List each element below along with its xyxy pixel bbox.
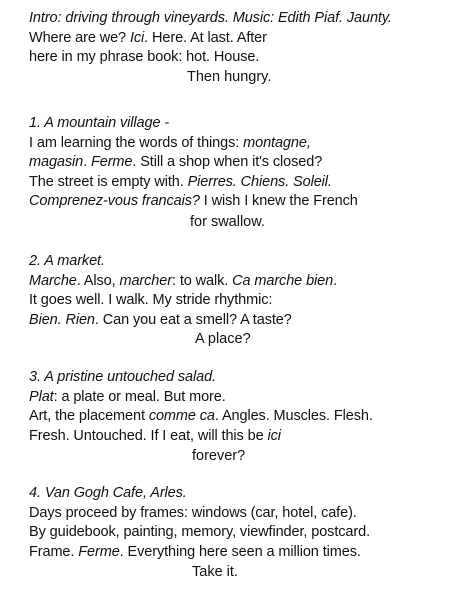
stanza-intro — [29, 9, 449, 87]
poem-line — [29, 311, 449, 331]
text-segment: Art, the placement — [29, 408, 149, 424]
text-segment: . Also, — [76, 272, 120, 289]
italic-text: comme ca — [148, 408, 215, 424]
text-segment: By guidebook, painting, memory, viewfinder, postcard. — [29, 524, 371, 540]
stanza-closing-line: Then hungry. — [187, 68, 272, 85]
italic-text: ici — [267, 427, 281, 444]
text-segment: It goes well. I walk. My stride rhythmic: — [29, 292, 273, 308]
italic-text: Plat — [29, 388, 54, 405]
italic-text: marcher — [119, 272, 172, 289]
text-segment: . — [333, 272, 338, 289]
poem-line — [29, 291, 449, 311]
text-segment: . Here. At last. After — [144, 29, 267, 46]
poem-line — [29, 504, 449, 524]
italic-text: montagne, — [243, 134, 311, 151]
text-segment: here in my phrase book: hot. House. — [29, 49, 260, 65]
poem-line — [29, 134, 449, 154]
text-segment: Fresh. Untouched. If I eat, will this be — [29, 427, 268, 444]
italic-text: magasin — [29, 154, 84, 170]
text-segment: : a plate or meal. But more. — [53, 388, 226, 405]
italic-text: Intro: driving through vineyards. Music: Edith Piaf. Jaunty. — [29, 10, 392, 26]
italic-text: Bien. Rien — [29, 311, 95, 328]
text-segment: . Angles. Muscles. Flesh. — [214, 408, 373, 424]
poem-line — [29, 173, 449, 193]
poem-line — [29, 523, 449, 543]
stanza-closing-line: A place? — [195, 331, 251, 347]
poem-line — [29, 153, 449, 173]
stanza-heading-line — [29, 484, 449, 504]
italic-text: Pierres. Chiens. Soleil. — [187, 173, 332, 190]
text-segment: The street is empty with. — [29, 173, 188, 190]
text-segment: I wish I knew the French — [199, 193, 358, 209]
italic-text: Marche — [29, 272, 77, 289]
stanza-van-gogh-cafe — [29, 484, 449, 583]
stanza-closing-line: for swallow. — [190, 213, 265, 230]
poem-line — [29, 192, 449, 212]
italic-text: 1. A mountain village - — [29, 115, 170, 131]
stanza-heading-line — [29, 114, 449, 134]
poem-line — [29, 388, 449, 408]
italic-text: 4. Van Gogh Cafe, Arles. — [29, 485, 187, 501]
stanza-market — [29, 252, 449, 350]
poem-line — [29, 29, 449, 49]
stanza-heading-line — [29, 9, 449, 29]
stanza-heading-line — [29, 252, 449, 272]
text-segment: . — [83, 154, 91, 170]
text-segment: Frame. — [29, 543, 79, 560]
poem-line — [29, 407, 449, 427]
text-segment: . Everything here seen a million times. — [119, 543, 361, 560]
text-segment: I am learning the words of things: — [29, 134, 244, 151]
italic-text: Ferme — [78, 543, 120, 560]
stanza-closing-line: forever? — [192, 448, 246, 464]
stanza-salad — [29, 368, 449, 467]
italic-text: Ici — [129, 29, 145, 46]
italic-text: Ca marche bien — [232, 272, 334, 289]
stanza-mountain-village — [29, 114, 449, 232]
poem-line — [29, 427, 449, 447]
stanza-heading-line — [29, 368, 449, 388]
italic-text: 3. A pristine untouched salad. — [29, 369, 216, 385]
text-segment: . Can you eat a smell? A taste? — [94, 311, 292, 328]
text-segment: . Still a shop when it's closed? — [132, 154, 323, 170]
poem-line — [29, 48, 449, 68]
poem-line — [29, 543, 449, 563]
italic-text: Comprenez-vous francais? — [29, 193, 200, 209]
text-segment: Where are we? — [29, 29, 130, 46]
text-segment: Days proceed by frames: windows (car, hotel, cafe). — [29, 504, 357, 521]
poem-line — [29, 272, 449, 292]
italic-text: Ferme — [90, 154, 133, 170]
text-segment: : to walk. — [171, 272, 233, 289]
italic-text: 2. A market. — [29, 253, 105, 269]
stanza-closing-line: Take it. — [192, 564, 238, 580]
